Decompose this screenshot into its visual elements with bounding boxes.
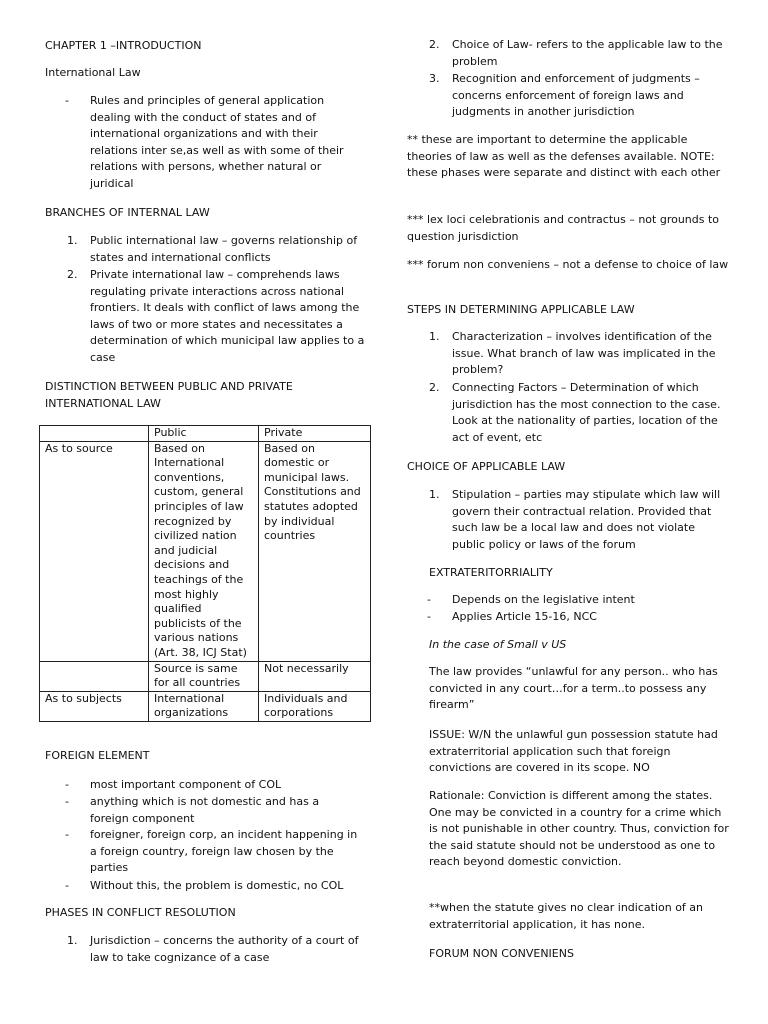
- table-cell: Source is same for all countries: [149, 661, 259, 691]
- chapter-title: CHAPTER 1 –INTRODUCTION: [45, 39, 202, 52]
- table-header-cell: Public: [149, 426, 259, 442]
- forum-title: FORUM NON CONVENIENS: [429, 947, 574, 960]
- table-header-cell: Private: [259, 426, 371, 442]
- table-cell: International organizations: [149, 691, 259, 721]
- foreign-item: Without this, the problem is domestic, no COL: [90, 879, 344, 892]
- phase-recognition: Recognition and enforcement of judgments – concerns enforcement of foreign laws and judgments in another jurisdiction: [452, 72, 700, 118]
- list-item: - Applies Article 15-16, NCC: [427, 609, 729, 626]
- list-item: 1. Characterization – involves identification of the issue. What branch of law was implicated in the problem?: [429, 329, 729, 379]
- steps-title: STEPS IN DETERMINING APPLICABLE LAW: [407, 303, 635, 316]
- list-item: 2. Choice of Law- refers to the applicable law to the problem: [429, 37, 729, 70]
- case-issue: ISSUE: W/N the unlawful gun possession statute had extraterritorial application such that foreign convictions are covered in its scope. NO: [429, 728, 718, 774]
- table-header-cell: [40, 426, 149, 442]
- list-item: 1. Public international law – governs relationship of states and international conflicts: [67, 233, 365, 266]
- phase-choice-of-law: Choice of Law- refers to the applicable law to the problem: [452, 38, 723, 68]
- table-header-row: [40, 426, 371, 442]
- note-forum-non-conveniens: *** forum non conveniens – not a defense to choice of law: [407, 258, 729, 271]
- note-applicable-theories: ** these are important to determine the applicable theories of law as well as the defenses available. NOTE: these phases were separate and distinct with each other: [407, 133, 721, 179]
- intl-law-title: International Law: [45, 66, 141, 79]
- branch-private: Private international law – comprehends laws regulating private interactions across national frontiers. It deals with conflict of laws among the laws of two or more states and necessitates a determination of which municipal law applies to a case: [90, 268, 365, 364]
- list-item: 1. Jurisdiction – concerns the authority of a court of law to take cognizance of a case: [67, 933, 365, 966]
- branch-public: Public international law – governs relationship of states and international conflicts: [90, 234, 358, 264]
- table-row: [40, 661, 371, 691]
- extra-item: Applies Article 15-16, NCC: [452, 610, 597, 623]
- table-row: [40, 441, 371, 661]
- case-rationale: Rationale: Conviction is different among the states. One may be convicted in a country for a crime which is not punishable in other country. Thus, conviction for the said statute should not be understood as one to reach beyond domestic conviction.: [429, 789, 729, 868]
- list-item: 1. Stipulation – parties may stipulate which law will govern their contractual relation. Provided that such law be a local law and does not violate public policy or laws of the forum: [429, 487, 729, 553]
- table-cell: Based on International conventions, custom, general principles of law recognized by civilized nation and judicial decisions and teachings of the most highly qualified publicists of the various nations (Art. 38, ICJ Stat): [149, 441, 259, 661]
- case-law-text: The law provides “unlawful for any person.. who has convicted in any court…for a term..to possess any firearm”: [429, 665, 718, 711]
- table-cell: Not necessarily: [259, 661, 371, 691]
- phase-jurisdiction: Jurisdiction – concerns the authority of a court of law to take cognizance of a case: [90, 934, 359, 964]
- list-item: - Depends on the legislative intent: [427, 592, 729, 609]
- distinction-table: [39, 425, 371, 722]
- table-cell: As to subjects: [40, 691, 149, 721]
- intl-law-definition: Rules and principles of general application dealing with the conduct of states and of international organizations and with their relations inter se,as well as with some of their relations with persons, whether natural or juridical: [90, 94, 344, 190]
- table-cell: Based on domestic or municipal laws. Constitutions and statutes adopted by individual countries: [259, 441, 371, 661]
- foreign-element-title: FOREIGN ELEMENT: [45, 749, 150, 762]
- list-item: - anything which is not domestic and has a foreign component: [65, 794, 355, 827]
- table-row: [40, 691, 371, 721]
- list-item: - Rules and principles of general application dealing with the conduct of states and of international organizations and with their relations inter se,as well as with some of their relations with persons, whether natural or juridical: [65, 93, 355, 192]
- extraterritoriality-title: EXTRATERITORRIALITY: [429, 566, 553, 579]
- case-note: **when the statute gives no clear indication of an extraterritorial application, it has none.: [429, 901, 704, 931]
- foreign-item: foreigner, foreign corp, an incident happening in a foreign country, foreign law chosen by the parties: [90, 828, 358, 874]
- table-cell: [40, 661, 149, 691]
- list-item: - Without this, the problem is domestic, no COL: [65, 878, 365, 895]
- list-item: 2. Connecting Factors – Determination of which jurisdiction has the most connection to the case. Look at the nationality of parties, location of the act of event, etc: [429, 380, 729, 446]
- list-item: 3. Recognition and enforcement of judgments – concerns enforcement of foreign laws and judgments in another jurisdiction: [429, 71, 729, 121]
- choice-stipulation: Stipulation – parties may stipulate which law will govern their contractual relation. Provided that such law be a local law and does not violate public policy or laws of the forum: [452, 488, 721, 551]
- list-item: 2. Private international law – comprehends laws regulating private interactions across national frontiers. It deals with conflict of laws among the laws of two or more states and necessitates a determination of which municipal law applies to a case: [67, 267, 365, 366]
- note-lex-loci: *** lex loci celebrationis and contractus – not grounds to question jurisdiction: [407, 213, 720, 243]
- table-cell: Individuals and corporations: [259, 691, 371, 721]
- foreign-item: anything which is not domestic and has a foreign component: [90, 795, 320, 825]
- list-item: - foreigner, foreign corp, an incident happening in a foreign country, foreign law chosen by the parties: [65, 827, 365, 877]
- foreign-item: most important component of COL: [90, 778, 282, 791]
- distinction-title: DISTINCTION BETWEEN PUBLIC AND PRIVATE INTERNATIONAL LAW: [45, 380, 293, 410]
- branches-title: BRANCHES OF INTERNAL LAW: [45, 206, 210, 219]
- list-item: - most important component of COL: [65, 777, 355, 794]
- step-characterization: Characterization – involves identification of the issue. What branch of law was implicated in the problem?: [452, 330, 716, 376]
- case-title: In the case of Small v US: [429, 638, 567, 651]
- extra-item: Depends on the legislative intent: [452, 593, 635, 606]
- phases-title: PHASES IN CONFLICT RESOLUTION: [45, 906, 236, 919]
- step-connecting-factors: Connecting Factors – Determination of which jurisdiction has the most connection to the case. Look at the nationality of parties, location of the act of event, etc: [452, 381, 721, 444]
- choice-title: CHOICE OF APPLICABLE LAW: [407, 460, 566, 473]
- table-cell: As to source: [40, 441, 149, 661]
